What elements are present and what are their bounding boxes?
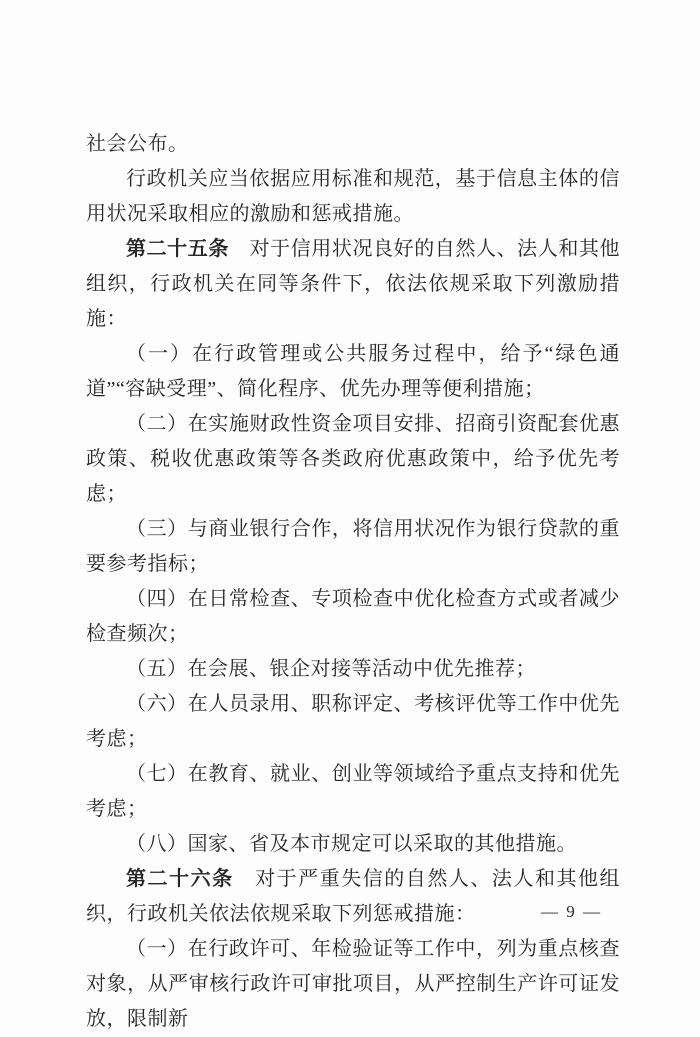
document-body <box>86 127 620 1037</box>
paragraph: 社会公布。 <box>86 133 189 155</box>
paragraph: （五）在会展、银企对接等活动中优先推荐； <box>126 658 536 680</box>
paragraph: （一）在行政管理或公共服务过程中，给予“绿色通道”“容缺受理”、简化程序、优先办理等便利措施； <box>86 343 620 400</box>
paragraph: （八）国家、省及本市规定可以采取的其他措施。 <box>126 833 577 855</box>
paragraph: （四）在日常检查、专项检查中优化检查方式或者减少检查频次； <box>86 588 620 645</box>
page-number: — 9 — <box>541 902 602 921</box>
paragraph: （七）在教育、就业、创业等领域给予重点支持和优先考虑； <box>86 763 620 820</box>
paragraph: 行政机关应当依据应用标准和规范，基于信息主体的信用状况采取相应的激励和惩戒措施。 <box>86 168 620 225</box>
article-number: 第二十六条 <box>126 868 234 890</box>
article-number: 第二十五条 <box>126 238 229 260</box>
paragraph: 第二十五条 对于信用状况良好的自然人、法人和其他组织，行政机关在同等条件下，依法依规采取下列激励措施： <box>86 238 621 330</box>
paragraph: （六）在人员录用、职称评定、考核评优等工作中优先考虑； <box>86 693 620 750</box>
paragraph: （二）在实施财政性资金项目安排、招商引资配套优惠政策、税收优惠政策等各类政府优惠政策中，给予优先考虑； <box>86 413 620 505</box>
paragraph: （一）在行政许可、年检验证等工作中，列为重点核查对象，从严审核行政许可审批项目，从严控制生产许可证发放，限制新 <box>86 938 620 1030</box>
paragraph: 第二十六条 对于严重失信的自然人、法人和其他组织，行政机关依法依规采取下列惩戒措施： <box>86 868 621 925</box>
paragraph: （三）与商业银行合作，将信用状况作为银行贷款的重要参考指标； <box>86 518 620 575</box>
